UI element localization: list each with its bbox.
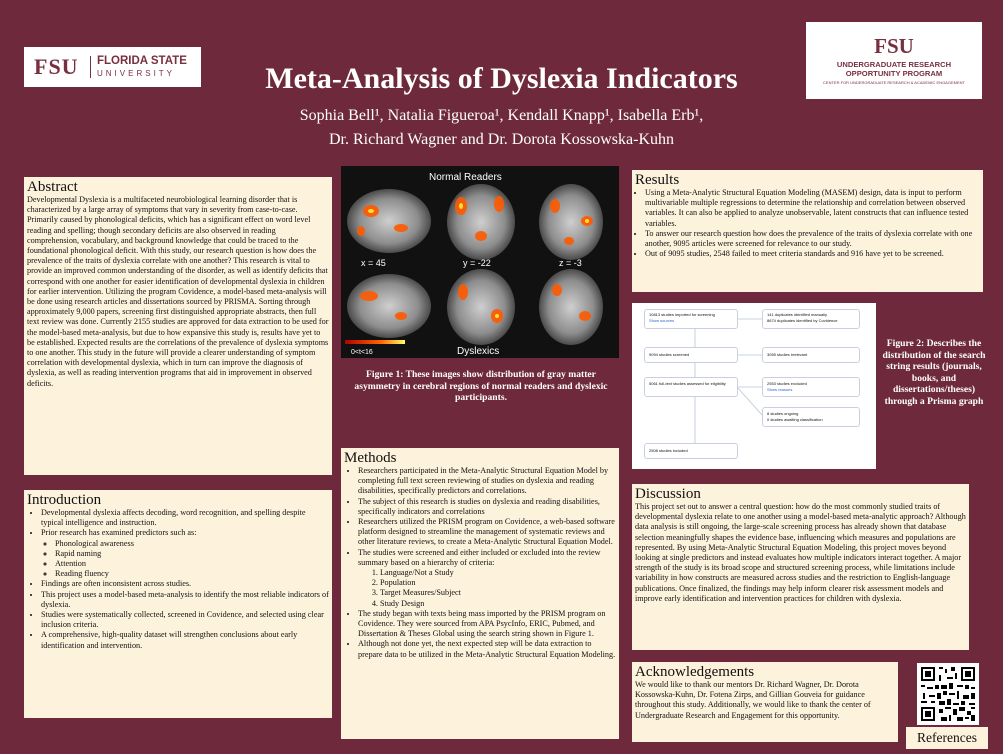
list-item: • Developmental dyslexia affects decoding, word recognition, and spelling despite typical intelligence and instruction. (41, 508, 329, 528)
discussion-text: This project set out to answer a central question: how do the most commonly studied traits of developmental dyslexia relate to one another using a model-based meta-analytic approach? Although data analysis is still ongoing, the large-scale screening process has already shown that database selection meaningfully shapes the evidence base, influencing which measures and populations are represented. By using Meta-Analytic Structural Equation Modeling, this project moves beyond looking at single predictors and instead evaluates how multiple indicators interact together. A major strength of the study is its broad scope and structured screening process, while limitations include variability in how constructs are measured across studies and the restriction to English-language publications. Once finalized, the findings may help inform clearer risk assessment models and improve early identification and intervention practices for children with dyslexia. (635, 502, 966, 603)
prisma-box-irrelevant (762, 347, 860, 363)
prisma-box-text: 0 studies awaiting classification (767, 417, 823, 422)
color-scale-label: 0<t<16 (351, 349, 373, 356)
prisma-box-text: 8 studies ongoing (767, 411, 799, 416)
list-item: • The study began with texts being mass imported by the PRISM program on Covidence. They were sourced from APA PsycInfo, ERIC, Pubmed, and Dissertation & Theses Global using the search string shown in Figure 1. (358, 609, 616, 640)
prisma-box-text: 2553 studies excluded (767, 381, 807, 386)
abstract-text: Developmental Dyslexia is a multifaceted neurobiological learning disorder that is characterized by a large array of symptoms that vary in severity from case-to-case. Primarily caused by phonological deficits, which has a significant effect on word level reading and spelling; though secondary deficits are also observed in reading comprehension, vocabulary, and background knowledge that could be traced to the foundational phonological deficit. With this study, our research question is how does the prevalence of the traits of dyslexia correlate with one another? This research is vital to provide an improved common understanding of the disorder, as well as identify deficits that correspond with one another for easier identification of developmental dyslexia in children for earlier intervention. Utilizing the program Covidence, a model-based meta-analysis will be done using research articles and dissertations sourced by PRISMA. Sorting through approximately 9,000 papers, screening first distinguished appropriate abstracts, then full text review was done. Currently 2155 studies are approved for data extraction to be used for the model-based meta-analysis, but due to how expansive this study is, results have yet to be established. Expected results are the correlations of the prevalence of dyslexia symptoms to one another. This study in the future will provide a clearer understanding of symptom correlation with developmental dyslexia, which in turn can improve the diagnosis of dyslexia, as well as reading intervention programs that aid in improvement in observed deficits. (27, 195, 329, 388)
prisma-box-text: 2508 studies included (649, 448, 688, 453)
prisma-box-duplicates (762, 309, 860, 329)
brain-slice (447, 184, 515, 260)
coord-y-label: y = -22 (463, 258, 491, 268)
brain-slice (347, 189, 431, 253)
methods-heading: Methods (344, 450, 397, 466)
methods-list (344, 466, 616, 660)
abstract-section (24, 177, 332, 475)
list-item: • Studies were systematically collected, screened in Covidence, and selected using clear inclusion criteria. (41, 610, 329, 630)
urop-logo-mark: FSU (874, 34, 914, 58)
prisma-box-text: 3055 studies irrelevant (767, 352, 808, 357)
list-item: 2. Population (380, 578, 616, 588)
list-item: • A comprehensive, high-quality dataset will strengthen conclusions about early identification and intervention. (41, 630, 329, 650)
discussion-heading: Discussion (635, 486, 701, 502)
figure-2-prisma-flow (632, 303, 876, 469)
urop-logo-line1: UNDERGRADUATE RESEARCH (836, 60, 952, 69)
introduction-heading: Introduction (27, 492, 102, 508)
qr-code-icon (917, 663, 979, 725)
urop-logo-line3: CENTER FOR UNDERGRADUATE RESEARCH & ACADEMIC ENGAGEMENT (823, 80, 965, 85)
list-item: • Although not done yet, the next expected step will be data extraction to prepare data to be utilized in the Meta-Analytic Structural Equation Modeling. (358, 639, 616, 659)
list-item: • The studies were screened and either included or excluded into the review summary based on a hierarchy of criteria: 1. Language/Not a Study 2. Population 3. Target Measures/Subject 4. Study Design (358, 548, 616, 609)
results-list (635, 188, 980, 259)
prisma-box-text: 8674 duplicates identified by Covidence (767, 318, 838, 323)
prisma-box-text: 10813 studies imported for screening (649, 312, 715, 317)
results-heading: Results (635, 172, 680, 188)
list-item: • Out of 9095 studies, 2548 failed to meet criteria standards and 916 have yet to be screened. (645, 249, 980, 259)
results-section (632, 170, 983, 292)
brain-slice (347, 274, 431, 338)
show-sources-link[interactable]: Show sources (649, 318, 675, 323)
brain-scans-image (341, 166, 619, 358)
methods-section (341, 448, 619, 739)
abstract-heading: Abstract (27, 179, 78, 195)
prisma-box-included (644, 443, 738, 459)
fsu-logo-mark: FSU (34, 54, 79, 79)
list-item: ◦ Attention (55, 559, 329, 569)
normal-readers-label: Normal Readers (429, 172, 502, 183)
prisma-box-excluded (762, 377, 860, 397)
list-item: • Using a Meta-Analytic Structural Equation Modeling (MASEM) design, data is input to perform multivariable multiple regressions to determine the relationship and correlation between observed variables. It can also be applied to analyze unobservable, latent constructs that can influence tested variables. (645, 188, 980, 229)
show-reasons-link[interactable]: Show reasons (767, 387, 793, 392)
list-item: • This project uses a model-based meta-analysis to identify the most reliable indicators of dyslexia. (41, 590, 329, 610)
acknowledgements-section (632, 662, 898, 742)
prisma-box-text: 141 duplicates identified manually (767, 312, 828, 317)
prisma-box-imported (644, 309, 738, 329)
list-item: ◦ Phonological awareness (55, 539, 329, 549)
introduction-section (24, 490, 332, 718)
figure-2-caption: Figure 2: Describes the distribution of the search string results (journals, books, and dissertations/theses) through a Prisma graph (882, 338, 986, 407)
acknowledgements-text: We would like to thank our mentors Dr. Richard Wagner, Dr. Dorota Kossowska-Kuhn, Dr. Fotena Zirps, and Gillian Gouveia for guidance throughout this study. Additionally, we would like to thank the center of Undergraduate Research and Engagement for this opportunity. (635, 680, 871, 720)
authors-line-2: Dr. Richard Wagner and Dr. Dorota Kossowska-Kuhn (328, 131, 674, 148)
poster-title: Meta-Analysis of Dyslexia Indicators (265, 62, 738, 95)
references-qr-code[interactable] (917, 663, 979, 725)
coord-z-label: z = -3 (559, 258, 582, 268)
dyslexics-label: Dyslexics (457, 346, 500, 357)
prisma-box-screened (644, 347, 738, 363)
list-item: • Researchers participated in the Meta-Analytic Structural Equation Model by completing full text screen reviewing of studies on dyslexia and reading disabilities, specifically predictors and correlations. (358, 466, 616, 497)
brain-slice (539, 269, 603, 345)
coord-x-label: x = 45 (361, 258, 386, 268)
list-item: • Prior research has examined predictors such as: ◦ Phonological awareness ◦ Rapid naming ◦ Attention ◦ Reading fluency (41, 528, 329, 579)
urop-logo-line2: OPPORTUNITY PROGRAM (845, 69, 943, 78)
references-label[interactable]: References (906, 727, 988, 749)
list-item: • The subject of this research is studies on dyslexia and reading disabilities, specifically indicators and correlations (358, 497, 616, 517)
prisma-box-fulltext (644, 377, 738, 397)
prisma-box-text: 9094 studies screened (649, 352, 690, 357)
list-item: • Researchers utilized the PRISM program on Covidence, a web-based software platform designed to streamline the management of systematic reviews and other literature reviews, to create a Meta-Analytic Structural Equation Model. (358, 517, 616, 548)
brain-slice (539, 184, 603, 260)
list-item: 3. Target Measures/Subject (380, 588, 616, 598)
list-item: 4. Study Design (380, 599, 616, 609)
list-item: • To answer our research question how does the prevalence of the traits of dyslexia correlate with one another, 9095 articles were screened for relevance to our study. (645, 229, 980, 249)
authors-line-1: Sophia Bell¹, Natalia Figueroa¹, Kendall Knapp¹, Isabella Erb¹, (299, 107, 704, 124)
list-item: 1. Language/Not a Study (380, 568, 616, 578)
prisma-box-ongoing (762, 407, 860, 427)
fsu-logo-name-top: FLORIDA STATE (97, 55, 187, 67)
discussion-section (632, 484, 969, 650)
introduction-list (27, 508, 329, 651)
color-scale-bar (345, 340, 405, 344)
list-item: • Findings are often inconsistent across studies. (41, 579, 329, 589)
list-item: ◦ Rapid naming (55, 549, 329, 559)
figure-1-brain-scans (341, 166, 619, 358)
list-item: ◦ Reading fluency (55, 569, 329, 579)
figure-1-caption: Figure 1: These images show distribution of gray matter asymmetry in cerebral regions of normal readers and dyslexic participants. (354, 369, 608, 403)
fsu-logo-name-bottom: UNIVERSITY (97, 69, 176, 78)
acknowledgements-heading: Acknowledgements (635, 664, 755, 680)
prisma-box-text: 5061 full-text studies assessed for eligibility (649, 381, 726, 386)
brain-slice (447, 269, 515, 345)
